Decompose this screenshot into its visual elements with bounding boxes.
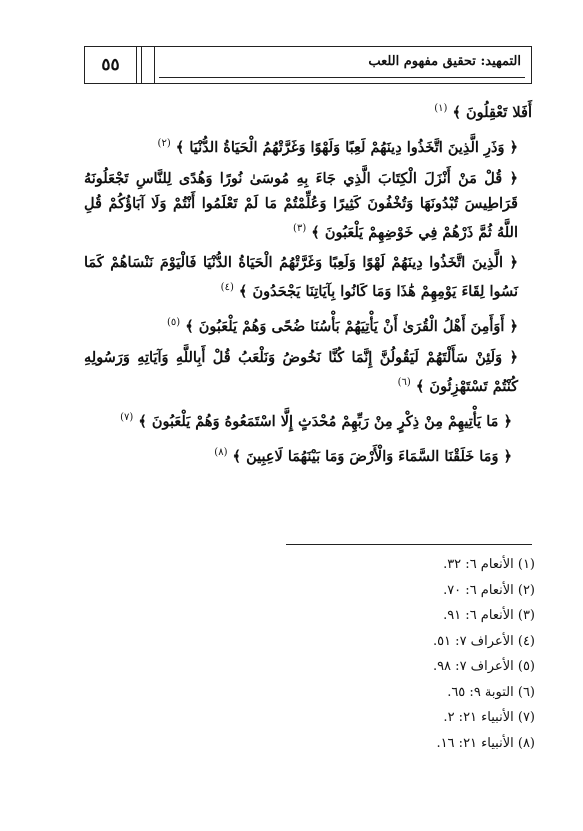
verse-text: ﴿ وَلَئِنْ سَأَلْتَهُمْ لَيَقُولُنَّ إِنَّمَا كُنَّا نَخُوضُ وَنَلْعَبُ قُلْ أَبِاللَّهِ وَآيَاتِهِ وَرَسُولِهِ كُنْتُمْ تَسْتَهْزِئُونَ ﴾: [84, 349, 518, 395]
verse-text: أَفَلا تَعْقِلُونَ ﴾: [452, 103, 532, 121]
footnote-8: (٨) الأنبياء ٢١: ١٦.: [436, 735, 535, 751]
footnote-1: (١) الأنعام ٦: ٣٢.: [443, 557, 535, 572]
footnote-separator: [286, 544, 532, 545]
verse-5: [84, 310, 532, 339]
verse-7: [84, 405, 532, 434]
verse-text: ﴿ وَذَرِ الَّذِينَ اتَّخَذُوا دِينَهُمْ لَعِبًا وَلَهْوًا وَغَرَّتْهُمُ الْحَيَاةُ الدُّنْيَا ﴾: [175, 138, 518, 156]
verse-text: ﴿ الَّذِينَ اتَّخَذُوا دِينَهُمْ لَهْوًا وَلَعِبًا وَغَرَّتْهُمُ الْحَيَاةُ الدُّنْيَا فَالْيَوْمَ نَنْسَاهُمْ كَمَا نَسُوا لِقَاءَ يَوْمِهِمْ هَٰذَا وَمَا كَانُوا بِآيَاتِنَا يَجْحَدُونَ ﴾: [84, 254, 518, 301]
footnote-ref: (٦): [397, 377, 411, 389]
footnotes: [235, 552, 535, 756]
header-rule: [159, 77, 525, 78]
main-text: [84, 96, 532, 475]
verse-3: [84, 166, 532, 245]
page-header: [84, 46, 532, 84]
footnote-ref: (٢): [157, 137, 171, 149]
footnote-ref: (١): [434, 103, 448, 114]
running-title: التمهيد: تحقيق مفهوم اللعب: [368, 54, 521, 69]
verse-text: ﴿ مَا يَأْتِيهِمْ مِنْ ذِكْرٍ مِنْ رَبِّهِمْ مُحْدَثٍ إِلَّا اسْتَمَعُوهُ وَهُمْ يَلْعَبُونَ ﴾: [138, 412, 512, 430]
footnote-ref: (٣): [293, 222, 307, 234]
verse-4: [84, 250, 532, 304]
verse-1: [84, 96, 532, 125]
footnote-7: (٧) الأنبياء ٢١: ٢.: [443, 710, 535, 725]
page-number: ٥٥: [85, 47, 137, 83]
verse-8: [84, 440, 532, 469]
verse-text: ﴿ وَمَا خَلَقْنَا السَّمَاءَ وَالْأَرْضَ وَمَا بَيْنَهُمَا لَاعِبِينَ ﴾: [232, 447, 512, 465]
footnote-5: (٥) الأعراف ٧: ٩٨.: [432, 659, 535, 674]
footnote-ref: (٥): [166, 317, 181, 329]
footnote-6: (٦) التوبة ٩: ٦٥.: [447, 684, 535, 700]
footnote-4: (٤) الأعراف ٧: ٥١.: [432, 633, 535, 649]
footnote-ref: (٨): [214, 446, 228, 458]
verse-text: ﴿ قُلْ مَنْ أَنْزَلَ الْكِتَابَ الَّذِي جَاءَ بِهِ مُوسَىٰ نُورًا وَهُدًى لِلنَّاسِ تَجْعَلُونَهُ قَرَاطِيسَ تُبْدُونَهَا وَتُخْفُونَ كَثِيرًا وَعُلِّمْتُمْ مَا لَمْ تَعْلَمُوا أَنْتُمْ وَلَا آبَاؤُكُمْ قُلِ اللَّهُ ثُمَّ ذَرْهُمْ فِي خَوْضِهِمْ يَلْعَبُونَ ﴾: [84, 169, 518, 241]
header-divider: [141, 47, 155, 83]
footnote-2: (٢) الأنعام ٦: ٧٠.: [443, 582, 535, 598]
verse-6: [84, 345, 532, 399]
footnote-ref: (٧): [120, 411, 134, 423]
footnote-ref: (٤): [220, 282, 234, 294]
verse-2: [84, 131, 532, 160]
verse-text: ﴿ أَوَأَمِنَ أَهْلُ الْقُرَىٰ أَنْ يَأْتِيَهُمْ بَأْسُنَا ضُحًى وَهُمْ يَلْعَبُونَ ﴾: [185, 318, 518, 336]
footnote-3: (٣) الأنعام ٦: ٩١.: [443, 608, 535, 623]
